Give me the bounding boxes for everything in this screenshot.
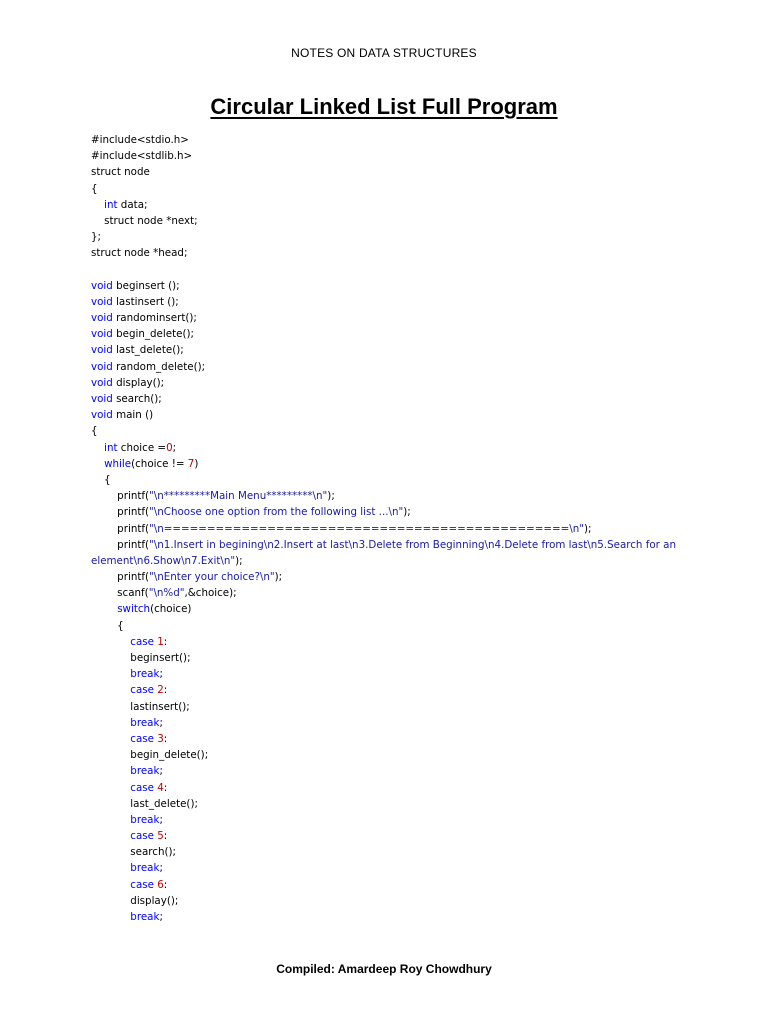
- code-text: [91, 830, 130, 842]
- code-text: [91, 458, 104, 470]
- code-text: #include<stdio.h>: [91, 134, 189, 146]
- page-footer: Compiled: Amardeep Roy Chowdhury: [276, 962, 492, 976]
- code-line: [91, 342, 691, 358]
- code-text: printf(: [91, 490, 150, 503]
- code-line: [91, 181, 691, 197]
- code-text: [91, 684, 130, 696]
- code-text: :: [163, 684, 168, 697]
- code-line: [91, 197, 691, 213]
- code-line: [91, 731, 691, 747]
- code-line: [91, 601, 691, 617]
- code-line: [91, 521, 691, 537]
- code-line: [91, 375, 691, 391]
- code-text: );: [327, 490, 335, 503]
- code-keyword: void: [91, 328, 113, 341]
- code-text: ;: [159, 911, 163, 923]
- code-line: [91, 148, 691, 164]
- code-text: begin_delete();: [91, 749, 209, 762]
- code-string: "\n%d": [148, 587, 185, 600]
- code-text: beginsert();: [91, 652, 191, 664]
- code-text: };: [91, 231, 102, 244]
- code-line: [91, 699, 691, 715]
- code-line: [91, 650, 691, 666]
- code-text: ;: [159, 862, 163, 875]
- code-text: ;: [172, 441, 177, 454]
- code-line: [91, 796, 691, 812]
- code-line: [91, 553, 691, 569]
- code-line: [91, 440, 691, 456]
- code-text: :: [163, 732, 168, 745]
- code-text: );: [274, 571, 283, 584]
- code-text: (choice): [150, 603, 192, 616]
- code-number: 0: [166, 441, 173, 454]
- code-text: choice =: [117, 441, 167, 454]
- code-string: element\n6.Show\n7.Exit\n": [91, 554, 236, 567]
- code-string: "\n===============================================\n": [149, 522, 584, 535]
- code-keyword: void: [91, 295, 113, 308]
- code-text: printf(: [91, 522, 150, 535]
- code-text: struct node *next;: [91, 214, 198, 227]
- code-string: "\n1.Insert in begining\n2.Insert at last\n3.Delete from Beginning\n4.Delete from last\n5.Search for an: [149, 538, 676, 551]
- code-keyword: while: [104, 457, 132, 470]
- code-text: lastinsert();: [91, 700, 190, 713]
- code-text: ): [194, 457, 199, 470]
- code-text: display();: [112, 376, 165, 389]
- code-text: );: [235, 554, 243, 567]
- code-line: [91, 229, 691, 245]
- code-text: ;: [159, 765, 163, 778]
- code-keyword: break: [130, 716, 160, 729]
- code-text: last_delete();: [112, 344, 184, 357]
- code-number: 2: [157, 684, 164, 697]
- code-keyword: void: [91, 409, 113, 422]
- code-text: {: [91, 619, 124, 632]
- code-number: 3: [157, 732, 164, 745]
- code-text: printf(: [91, 571, 150, 584]
- code-line: [91, 634, 691, 650]
- code-text: [91, 879, 130, 891]
- code-line: [91, 391, 691, 407]
- code-text: [91, 911, 130, 923]
- code-text: struct node: [91, 166, 150, 179]
- code-text: [91, 668, 130, 680]
- code-line: [91, 262, 691, 278]
- code-text: {: [91, 473, 111, 486]
- code-text: scanf(: [91, 587, 149, 600]
- code-keyword: void: [91, 393, 113, 405]
- code-text: struct node *head;: [91, 247, 188, 260]
- code-text: {: [91, 182, 98, 195]
- code-line: [91, 278, 691, 294]
- code-keyword: void: [91, 279, 113, 292]
- code-number: 5: [157, 830, 164, 843]
- code-line: [91, 132, 691, 148]
- page-header: NOTES ON DATA STRUCTURES: [291, 46, 477, 60]
- code-text: [91, 862, 130, 874]
- code-text: search();: [112, 393, 162, 405]
- code-text: printf(: [91, 538, 150, 551]
- code-text: randominsert();: [112, 312, 197, 325]
- code-keyword: case: [130, 830, 154, 843]
- code-keyword: break: [130, 911, 160, 923]
- code-text: :: [163, 781, 168, 794]
- code-text: begin_delete();: [112, 328, 194, 341]
- code-keyword: break: [130, 668, 160, 681]
- code-string: "\nEnter your choice?\n": [149, 571, 275, 584]
- code-keyword: case: [130, 732, 154, 745]
- code-text: random_delete();: [112, 360, 206, 373]
- code-line: [91, 164, 691, 180]
- code-number: 6: [157, 878, 164, 891]
- code-line: [91, 407, 691, 423]
- code-text: [91, 733, 130, 745]
- code-text: {: [91, 425, 98, 438]
- code-text: :: [163, 635, 168, 648]
- code-keyword: break: [130, 765, 160, 778]
- code-keyword: void: [91, 376, 113, 389]
- code-text: [91, 442, 104, 454]
- code-line: [91, 828, 691, 844]
- code-text: [91, 782, 130, 794]
- code-number: 1: [157, 635, 164, 648]
- code-text: ;: [159, 716, 163, 729]
- code-line: [91, 780, 691, 796]
- code-keyword: case: [130, 684, 154, 697]
- code-text: printf(: [91, 506, 150, 519]
- code-line: [91, 569, 691, 585]
- code-line: [91, 909, 691, 925]
- code-text: [91, 765, 130, 777]
- code-text: beginsert ();: [112, 279, 180, 292]
- code-text: main (): [112, 409, 154, 422]
- code-line: [91, 763, 691, 779]
- code-keyword: case: [130, 781, 154, 794]
- code-keyword: case: [130, 878, 154, 891]
- code-text: [91, 814, 130, 826]
- code-string: "\nChoose one option from the following list ...\n": [149, 506, 404, 519]
- code-line: [91, 666, 691, 682]
- code-line: [91, 245, 691, 261]
- code-text: display();: [91, 894, 179, 907]
- code-text: ,&choice);: [184, 587, 237, 600]
- code-keyword: break: [130, 813, 160, 826]
- page-title: Circular Linked List Full Program: [210, 94, 558, 119]
- code-text: :: [163, 830, 168, 843]
- code-line: [91, 812, 691, 828]
- code-line: [91, 585, 691, 601]
- code-text: (choice !=: [131, 457, 188, 470]
- code-line: [91, 844, 691, 860]
- code-text: );: [403, 506, 411, 519]
- code-line: [91, 893, 691, 909]
- code-line: [91, 488, 691, 504]
- code-keyword: int: [104, 198, 118, 211]
- code-text: );: [584, 522, 592, 535]
- code-text: search();: [91, 846, 176, 859]
- code-number: 4: [157, 781, 164, 794]
- code-text: data;: [117, 198, 148, 211]
- code-line: [91, 294, 691, 310]
- code-line: [91, 747, 691, 763]
- code-number: 7: [187, 457, 195, 470]
- code-keyword: void: [91, 312, 113, 325]
- code-line: [91, 682, 691, 698]
- code-line: [91, 715, 691, 731]
- code-keyword: switch: [117, 603, 151, 616]
- code-line: [91, 860, 691, 876]
- code-text: lastinsert ();: [112, 295, 179, 308]
- code-line: [91, 310, 691, 326]
- code-line: [91, 472, 691, 488]
- code-text: #include<stdlib.h>: [91, 150, 193, 163]
- code-text: ;: [159, 813, 163, 826]
- code-line: [91, 877, 691, 893]
- code-text: [91, 603, 117, 615]
- code-text: [91, 199, 104, 211]
- code-line: [91, 456, 691, 472]
- code-keyword: void: [91, 344, 113, 357]
- code-line: [91, 359, 691, 375]
- code-line: [91, 618, 691, 634]
- code-string: "\n*********Main Menu*********\n": [149, 490, 328, 503]
- code-text: ;: [159, 668, 163, 681]
- code-text: [91, 717, 130, 729]
- code-keyword: int: [104, 441, 118, 454]
- code-keyword: break: [130, 862, 160, 875]
- code-text: last_delete();: [91, 797, 198, 810]
- code-keyword: void: [91, 360, 113, 373]
- code-block: [91, 132, 691, 925]
- code-text: [91, 636, 130, 648]
- code-text: :: [163, 878, 168, 891]
- code-line: [91, 423, 691, 439]
- code-line: [91, 213, 691, 229]
- code-line: [91, 537, 691, 553]
- code-keyword: case: [130, 635, 154, 648]
- code-line: [91, 504, 691, 520]
- code-line: [91, 326, 691, 342]
